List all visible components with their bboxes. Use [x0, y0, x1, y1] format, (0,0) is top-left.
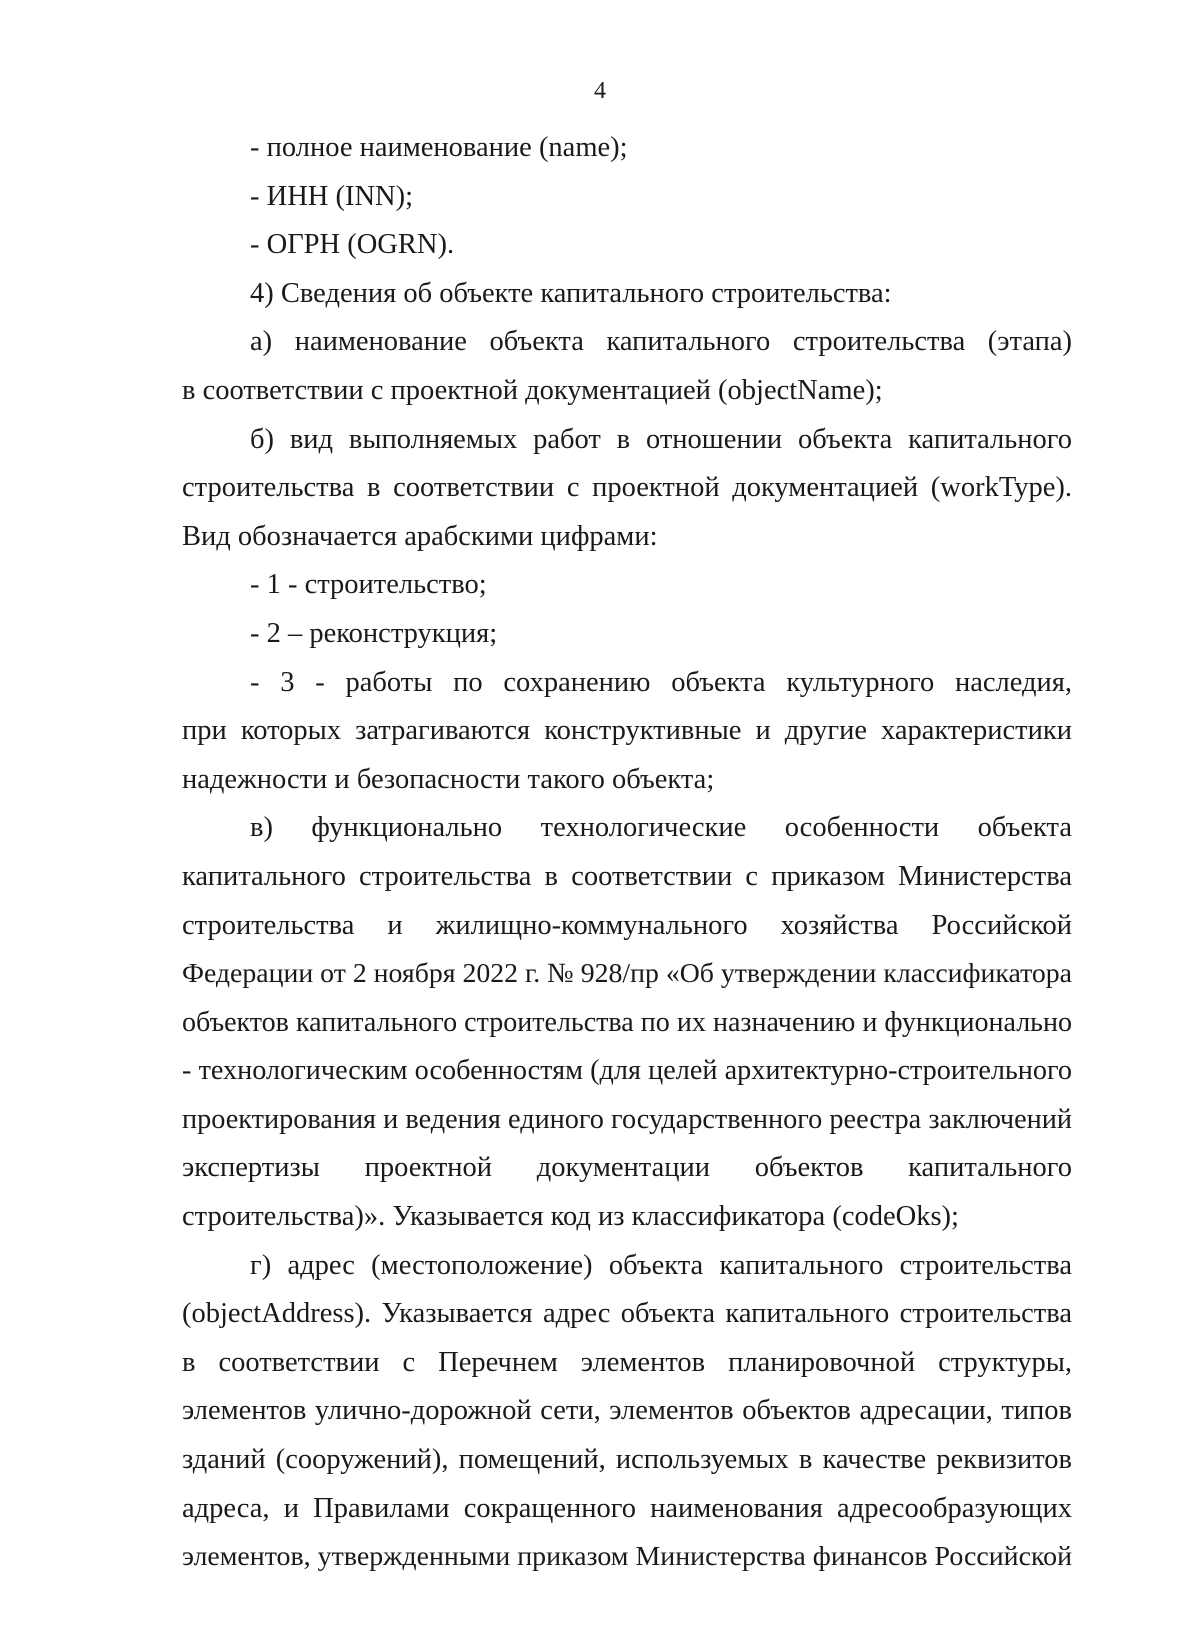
text-line: капитального строительства в соответствии с приказом Министерства: [182, 860, 1072, 892]
text-line: элементов, утвержденными приказом Министерства финансов Российской: [182, 1541, 1072, 1573]
text-line: - 1 - строительство;: [250, 569, 487, 601]
text-line: зданий (сооружений), помещений, используемых в качестве реквизитов: [182, 1444, 1072, 1476]
text-line: - ИНН (INN);: [250, 180, 414, 212]
text-line: экспертизы проектной документации объектов капитального: [182, 1152, 1072, 1184]
text-line: в соответствии с проектной документацией (objectName);: [182, 374, 883, 406]
text-line: объектов капитального строительства по их назначению и функционально: [182, 1006, 1072, 1038]
text-line: Федерации от 2 ноября 2022 г. № 928/пр «Об утверждении классификатора: [182, 958, 1072, 990]
text-line: в) функционально технологические особенности объекта: [250, 812, 1072, 844]
text-line: адреса, и Правилами сокращенного наименования адресообразующих: [182, 1492, 1072, 1524]
text-line: строительства и жилищно-коммунального хозяйства Российской: [182, 909, 1072, 941]
text-line: - технологическим особенностям (для целей архитектурно-строительного: [182, 1055, 1072, 1087]
text-line: - полное наименование (name);: [250, 132, 628, 163]
text-line: (objectAddress). Указывается адрес объекта капитального строительства: [182, 1298, 1072, 1330]
page-number: 4: [594, 78, 606, 104]
text-line: элементов улично-дорожной сети, элементов объектов адресации, типов: [182, 1395, 1072, 1427]
text-line: строительства)». Указывается код из классификатора (codeOks);: [182, 1201, 959, 1233]
text-line: - 2 – реконструкция;: [250, 617, 498, 649]
text-line: 4) Сведения об объекте капитального строительства:: [250, 277, 892, 309]
text-line: проектирования и ведения единого государственного реестра заключений: [182, 1103, 1072, 1135]
text-line: строительства в соответствии с проектной документацией (workType).: [182, 472, 1072, 504]
text-line: - 3 - работы по сохранению объекта культурного наследия,: [250, 666, 1072, 698]
text-line: надежности и безопасности такого объекта;: [182, 763, 715, 795]
text-line: а) наименование объекта капитального строительства (этапа): [250, 326, 1072, 358]
text-line: Вид обозначается арабскими цифрами:: [182, 520, 658, 552]
text-line: б) вид выполняемых работ в отношении объекта капитального: [250, 423, 1072, 455]
text-line: - ОГРН (OGRN).: [250, 229, 455, 261]
text-line: в соответствии с Перечнем элементов планировочной структуры,: [182, 1346, 1072, 1378]
text-line: при которых затрагиваются конструктивные и другие характеристики: [182, 715, 1072, 747]
text-line: г) адрес (местоположение) объекта капитального строительства: [250, 1249, 1072, 1281]
document-body: [182, 124, 1072, 1582]
